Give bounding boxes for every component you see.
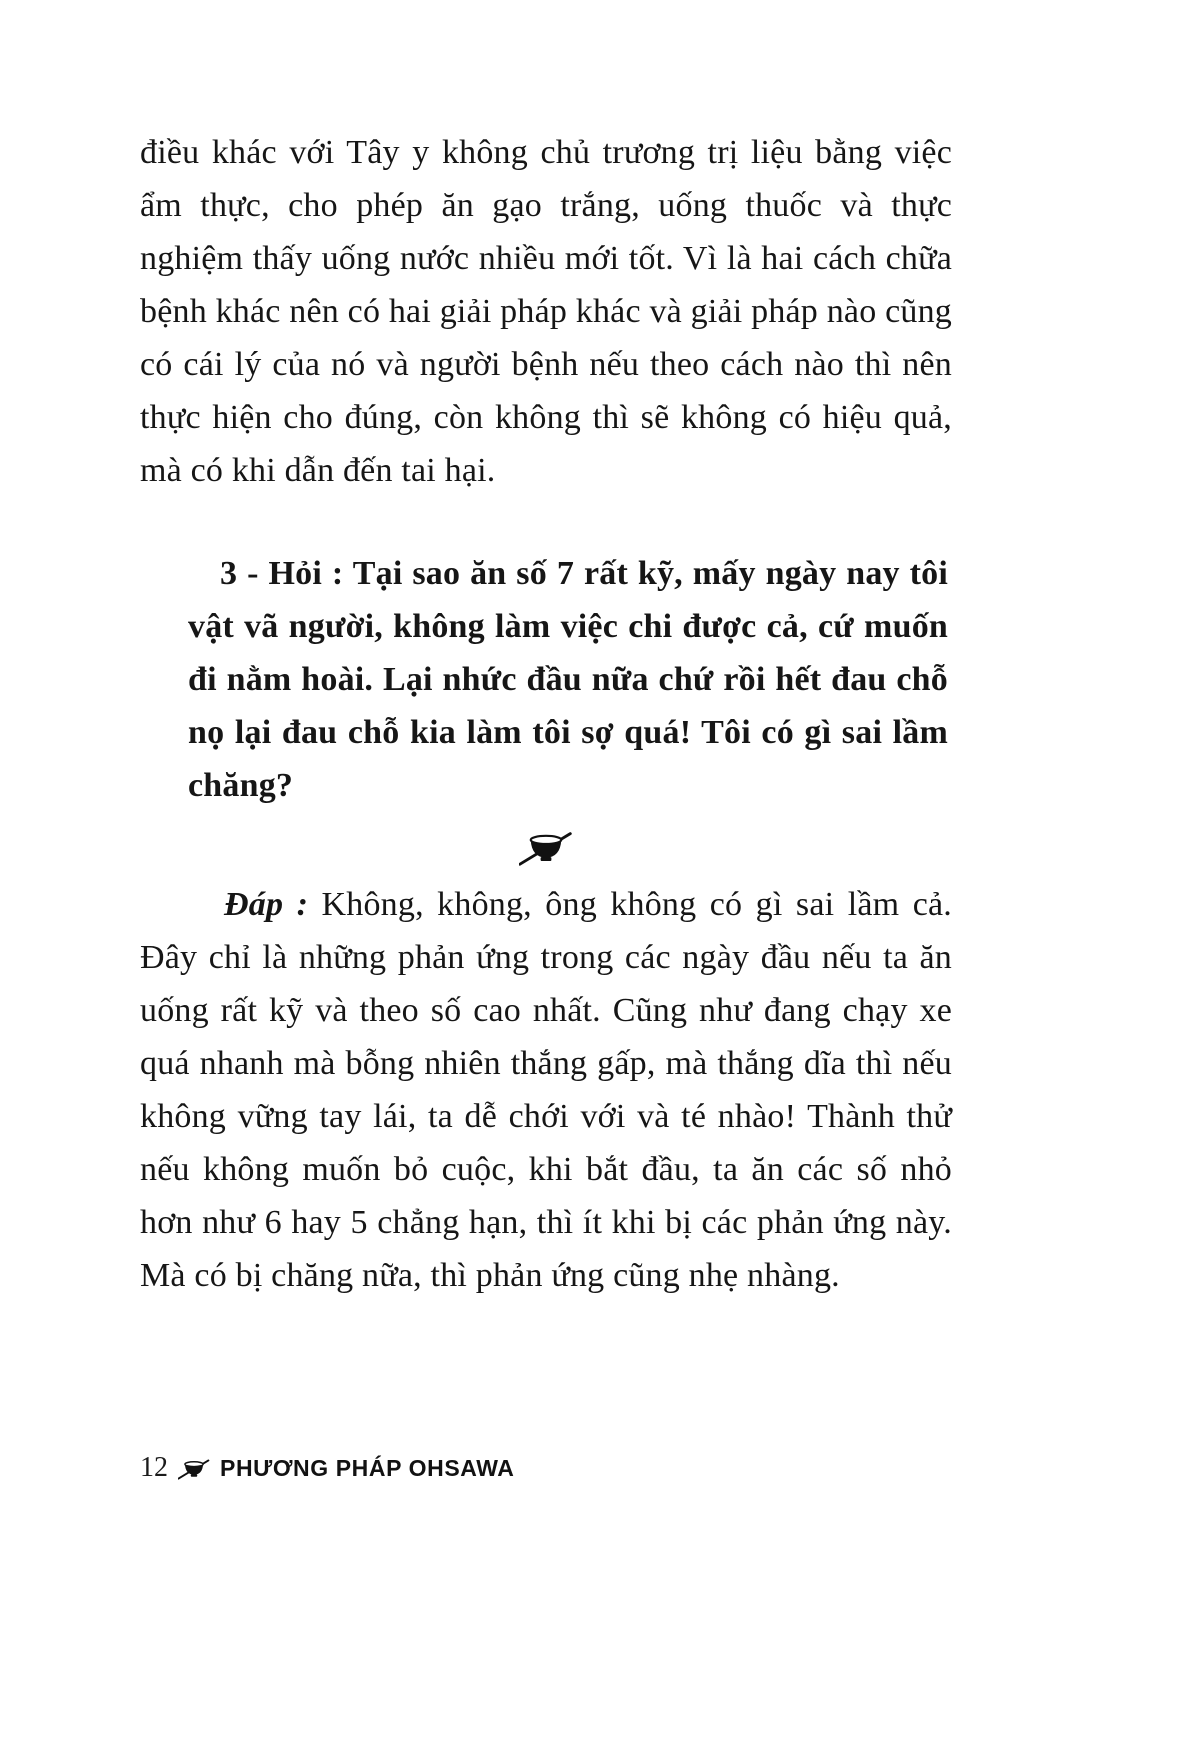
body-paragraph: điều khác với Tây y không chủ trương trị liệu bằng việc ẩm thực, cho phép ăn gạo trắng, uống thuốc và thực nghiệm thấy uống nước nhiều mới tốt. Vì là hai cách chữa bệnh khác nên có hai giải pháp khác và giải pháp nào cũng có cái lý của nó và người bệnh nếu theo cách nào thì nên thực hiện cho đúng, còn không thì sẽ không có hiệu quả, mà có khi dẫn đến tai hại. [140,134,952,489]
page-content [140,126,952,1302]
page-number: 12 [140,1452,168,1483]
answer-paragraph [140,878,952,1302]
page-footer [140,1452,514,1484]
book-title: PHƯƠNG PHÁP OHSAWA [220,1454,515,1481]
answer-label: Đáp : [224,886,309,923]
answer-text: Không, không, ông không có gì sai lầm cả. Đây chỉ là những phản ứng trong các ngày đầu nếu ta ăn uống rất kỹ và theo số cao nhất. Cũng như đang chạy xe quá nhanh mà bỗng nhiên thắng gấp, mà thắng dĩa thì nếu không vững tay lái, ta dễ chới với và té nhào! Thành thử nếu không muốn bỏ cuộc, khi bắt đầu, ta ăn các số nhỏ hơn như 6 hay 5 chẳng hạn, thì ít khi bị các phản ứng này. Mà có bị chăng nữa, thì phản ứng cũng nhẹ nhàng. [140,886,952,1294]
bowl-with-chopsticks-icon [178,1457,210,1481]
bowl-with-chopsticks-icon [519,828,573,868]
question-paragraph: 3 - Hỏi : Tại sao ăn số 7 rất kỹ, mấy ngày nay tôi vật vã người, không làm việc chi được cả, cứ muốn đi nằm hoài. Lại nhức đầu nữa chứ rồi hết đau chỗ nọ lại đau chỗ kia làm tôi sợ quá! Tôi có gì sai lầm chăng? [188,555,948,804]
section-divider [140,828,952,868]
